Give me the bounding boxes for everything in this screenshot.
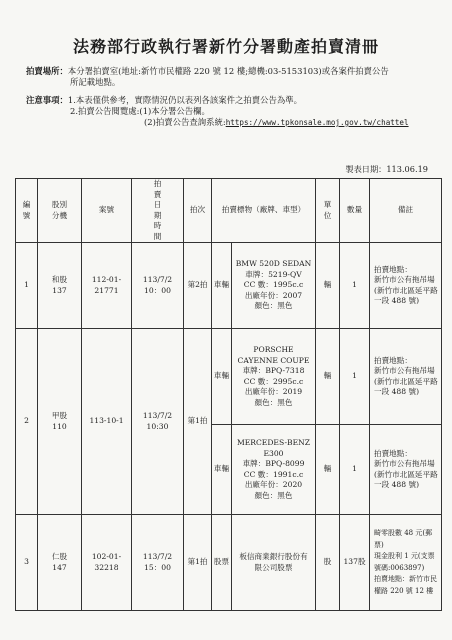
row1-unit: 和股 137 [38,243,82,329]
note-3-prefix: (2)拍賣公告查詢系統: [144,117,226,127]
row2-category: 車輛 [212,329,232,425]
row3-measure: 股 [316,515,340,611]
venue-line2: 所記載地點。 [70,77,121,87]
auction-table [15,178,442,611]
row2-case: 113-10-1 [82,329,132,515]
row3-remark: 畸零股數 48 元(郵 票) 現金股利 1 元(支票 號碼:0063897) 拍賣地點：新竹市民 權路 220 號 12 樓 [370,515,442,611]
row3-qty: 137股 [340,515,370,611]
row3-case: 102-01- 32218 [82,515,132,611]
table-row [16,243,442,329]
row2b-category: 車輛 [212,425,232,515]
header-round: 拍次 [184,179,212,243]
auction-system-link[interactable]: https://www.tpkonsale.moj.gov.tw/chattel [225,118,409,127]
venue-label: 拍賣場所： [26,66,68,76]
note-1: 1.本表僅供參考，實際情況仍以表列各該案件之拍賣公告為準。 [67,95,302,105]
row3-unit: 仁股 147 [38,515,82,611]
page-title: 法務部行政執行署新竹分署動產拍賣清冊 [72,37,379,56]
row1-category: 車輛 [212,243,232,329]
row2-unit: 甲股 110 [38,329,82,515]
row1-case: 112-01- 21771 [82,243,132,329]
row1-round: 第2拍 [184,243,212,329]
row3-round: 第1拍 [184,515,212,611]
header-remark: 備註 [370,179,442,243]
row1-remark: 拍賣地點： 新竹市公有拖吊場 (新竹市北區延平路 一段 488 號) [370,243,442,329]
row2b-qty: 1 [340,425,370,515]
header-no: 編號 [16,179,38,243]
row2-measure: 輛 [316,329,340,425]
row2b-measure: 輛 [316,425,340,515]
notes-section [26,95,436,128]
row1-item: BMW 520D SEDAN 車牌：5219-QV CC 數：1995c.c 出廠年份：2007 顏色：黑色 [232,243,316,329]
header-time: 拍賣日期時間 [132,179,184,243]
row1-qty: 1 [340,243,370,329]
venue-line1: 本分署拍賣室(地址:新竹市民權路 220 號 12 樓;總機:03-5153103)或各案件拍賣公告 [67,66,389,76]
header-qty: 數量 [340,179,370,243]
table-row [16,329,442,425]
made-date: 製表日期：113.06.19 [345,164,428,174]
header-row [16,179,442,243]
header-measure: 單位 [316,179,340,243]
notes-label: 注意事項： [26,95,68,105]
venue-section [26,66,436,88]
row2b-remark: 拍賣地點： 新竹市公有拖吊場 (新竹市北區延平路 一段 488 號) [370,425,442,515]
table-row [16,515,442,611]
row2b-item: MERCEDES-BENZ E300 車牌：BPQ-8099 CC 數：1991c.c 出廠年份：2020 顏色：黑色 [232,425,316,515]
row2-qty: 1 [340,329,370,425]
header-unit: 股別分機 [38,179,82,243]
row1-measure: 輛 [316,243,340,329]
row2-round: 第1拍 [184,329,212,515]
row1-time: 113/7/2 10：00 [132,243,184,329]
header-case: 案號 [82,179,132,243]
row1-no: 1 [16,243,38,329]
header-item: 拍賣標物（廠牌、車型） [212,179,316,243]
row3-no: 3 [16,515,38,611]
note-2: 2.拍賣公告閱覽處:(1)本分署公告欄。 [70,106,210,116]
row3-time: 113/7/2 15：00 [132,515,184,611]
row2-remark: 拍賣地點： 新竹市公有拖吊場 (新竹市北區延平路 一段 488 號) [370,329,442,425]
row3-item: 板信商業銀行股份有 限公司股票 [232,515,316,611]
row2-no: 2 [16,329,38,515]
row3-category: 股票 [212,515,232,611]
row2-time: 113/7/2 10:30 [132,329,184,515]
row2-item: PORSCHE CAYENNE COUPE 車牌：BPQ-7318 CC 數：2995c.c 出廠年份：2019 顏色：黑色 [232,329,316,425]
